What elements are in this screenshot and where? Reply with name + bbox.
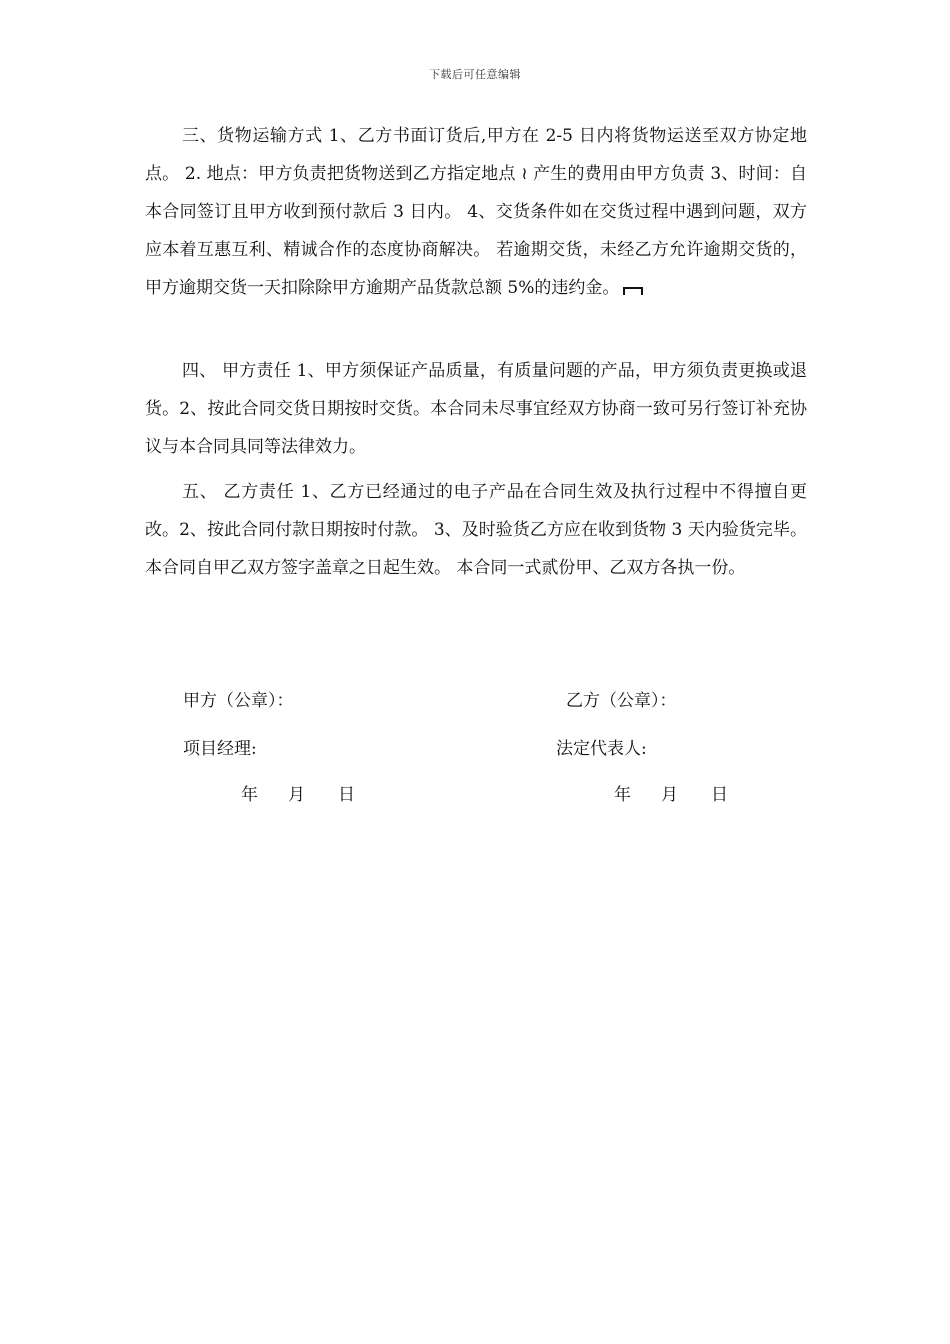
date-month-label: 月 — [661, 785, 678, 805]
date-year-label: 年 — [241, 785, 258, 805]
legal-representative-label: 法定代表人: — [556, 739, 647, 759]
date-month-label: 月 — [288, 785, 305, 805]
section-3-transport — [145, 117, 807, 307]
party-b-seal-label: 乙方（公章）： — [566, 691, 677, 711]
party-a-seal-label: 甲方（公章）： — [183, 691, 294, 711]
section-4-party-a-duties: 四、 甲方责任 1、甲方须保证产品质量，有质量问题的产品，甲方须负责更换或退货。2、按此合同交货日期按时交货。本合同未尽事宜经双方协商一致可另行签订补充协议与本合同具同等法律效力。 — [145, 361, 807, 457]
section-5-party-b-duties: 五、 乙方责任 1、乙方已经通过的电子产品在合同生效及执行过程中不得擅自更改。2、按此合同付款日期按时付款。 3、及时验货乙方应在收到货物 3 天内验货完毕。本合同自甲乙双方签字盖章之日起生效。 本合同一式贰份甲、乙双方各执一份。 — [145, 482, 807, 578]
date-day-label: 日 — [338, 785, 355, 805]
date-year-label: 年 — [614, 785, 631, 805]
project-manager-label: 项目经理: — [183, 739, 257, 759]
date-day-label: 日 — [711, 785, 728, 805]
bracket-mark-icon — [623, 287, 643, 295]
party-a-date-line — [241, 780, 355, 805]
party-b-date-line — [614, 780, 728, 805]
section-3-text: 三、货物运输方式 1、乙方书面订货后,甲方在 2-5 日内将货物运送至双方协定地点。 2. 地点：甲方负责把货物送到乙方指定地点 ≀ 产生的费用由甲方负责 3、时间：自本合同签订且甲方收到预付款后 3 日内。 4、交货条件如在交货过程中遇到问题，双方应本着互惠互利、精诚合作的态度协商解决。 若逾期交货，未经乙方允许逾期交货的，甲方逾期交货一天扣除除甲方逾期产品货款总额 5%的违约金。 — [145, 126, 807, 298]
page-header-note: 下载后可任意编辑 — [429, 68, 521, 81]
